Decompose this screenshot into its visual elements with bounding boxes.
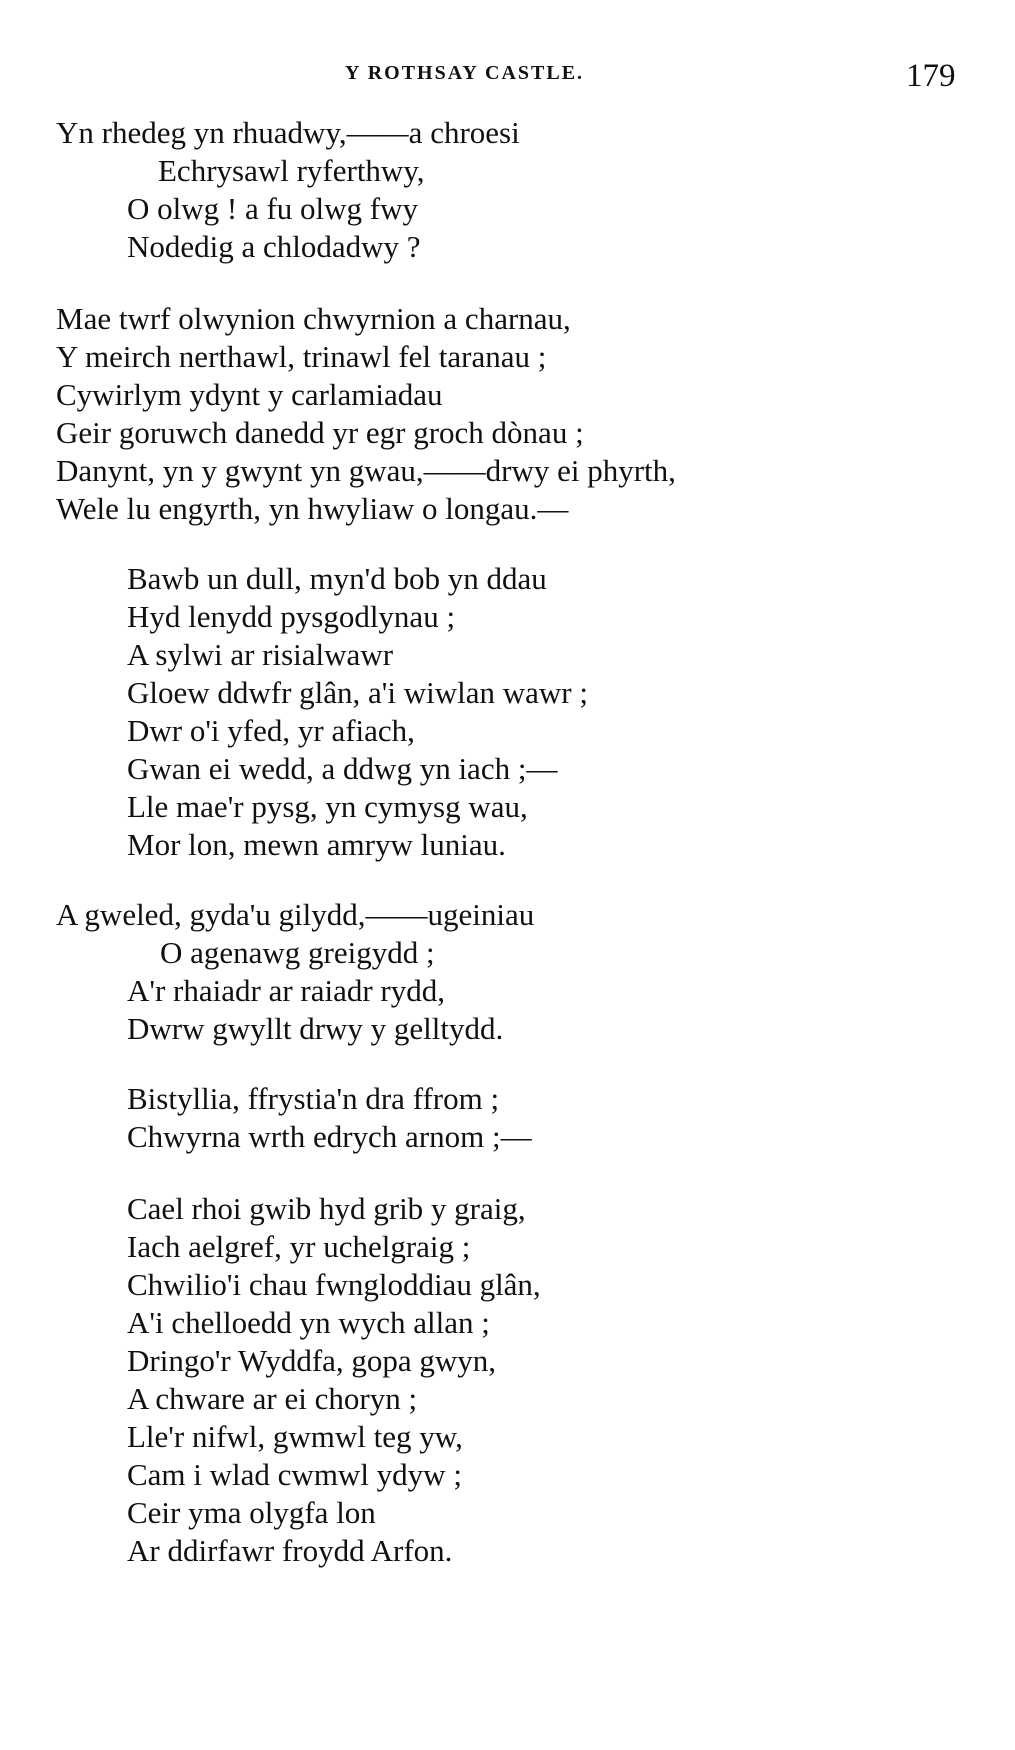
- poem-line: Chwyrna wrth edrych arnom ;—: [127, 1119, 532, 1154]
- poem-line: Lle mae'r pysg, yn cymysg wau,: [127, 789, 528, 824]
- page-header: [0, 58, 1015, 98]
- poem-line: A gweled, gyda'u gilydd,——ugeiniau: [56, 897, 535, 932]
- page-number: 179: [906, 58, 956, 94]
- poem-line: Y meirch nerthawl, trinawl fel taranau ;: [56, 339, 547, 374]
- poem-line: Bistyllia, ffrystia'n dra ffrom ;: [127, 1081, 500, 1116]
- poem-line: Danynt, yn y gwynt yn gwau,——drwy ei phyrth,: [56, 453, 676, 488]
- poem-line: A'i chelloedd yn wych allan ;: [127, 1305, 490, 1340]
- poem-line: Mae twrf olwynion chwyrnion a charnau,: [56, 301, 571, 336]
- poem-line: Nodedig a chlodadwy ?: [127, 229, 421, 264]
- poem-line: Dwrw gwyllt drwy y gelltydd.: [127, 1011, 504, 1046]
- poem-line: Ar ddirfawr froydd Arfon.: [127, 1533, 453, 1568]
- running-title: Y ROTHSAY CASTLE.: [345, 62, 585, 84]
- poem-line: Mor lon, mewn amryw luniau.: [127, 827, 506, 862]
- poem-line: Gwan ei wedd, a ddwg yn iach ;—: [127, 751, 558, 786]
- poem-line: Lle'r nifwl, gwmwl teg yw,: [127, 1419, 463, 1454]
- poem-line: Wele lu engyrth, yn hwyliaw o longau.—: [56, 491, 569, 526]
- poem-line: Cael rhoi gwib hyd grib y graig,: [127, 1191, 526, 1226]
- poem-line: O agenawg greigydd ;: [160, 935, 435, 970]
- poem-line: Cywirlym ydynt y carlamiadau: [56, 377, 443, 412]
- poem-line: A chware ar ei choryn ;: [127, 1381, 418, 1416]
- poem-line: Dringo'r Wyddfa, gopa gwyn,: [127, 1343, 497, 1378]
- poem-line: Dwr o'i yfed, yr afiach,: [127, 713, 415, 748]
- poem-line: Bawb un dull, myn'd bob yn ddau: [127, 561, 547, 596]
- poem-line: Yn rhedeg yn rhuadwy,——a chroesi: [56, 115, 520, 150]
- poem-line: Ceir yma olygfa lon: [127, 1495, 376, 1530]
- poem-line: Chwilio'i chau fwngloddiau glân,: [127, 1267, 541, 1302]
- poem-line: A sylwi ar risialwawr: [127, 637, 394, 672]
- poem-line: Hyd lenydd pysgodlynau ;: [127, 599, 456, 634]
- poem-line: O olwg ! a fu olwg fwy: [127, 191, 419, 226]
- poem-line: Geir goruwch danedd yr egr groch dònau ;: [56, 415, 584, 450]
- poem-line: Cam i wlad cwmwl ydyw ;: [127, 1457, 462, 1492]
- poem-line: Iach aelgref, yr uchelgraig ;: [127, 1229, 471, 1264]
- poem-line: Echrysawl ryferthwy,: [158, 153, 425, 188]
- poem-line: A'r rhaiadr ar raiadr rydd,: [127, 973, 446, 1008]
- poem-line: Gloew ddwfr glân, a'i wiwlan wawr ;: [127, 675, 588, 710]
